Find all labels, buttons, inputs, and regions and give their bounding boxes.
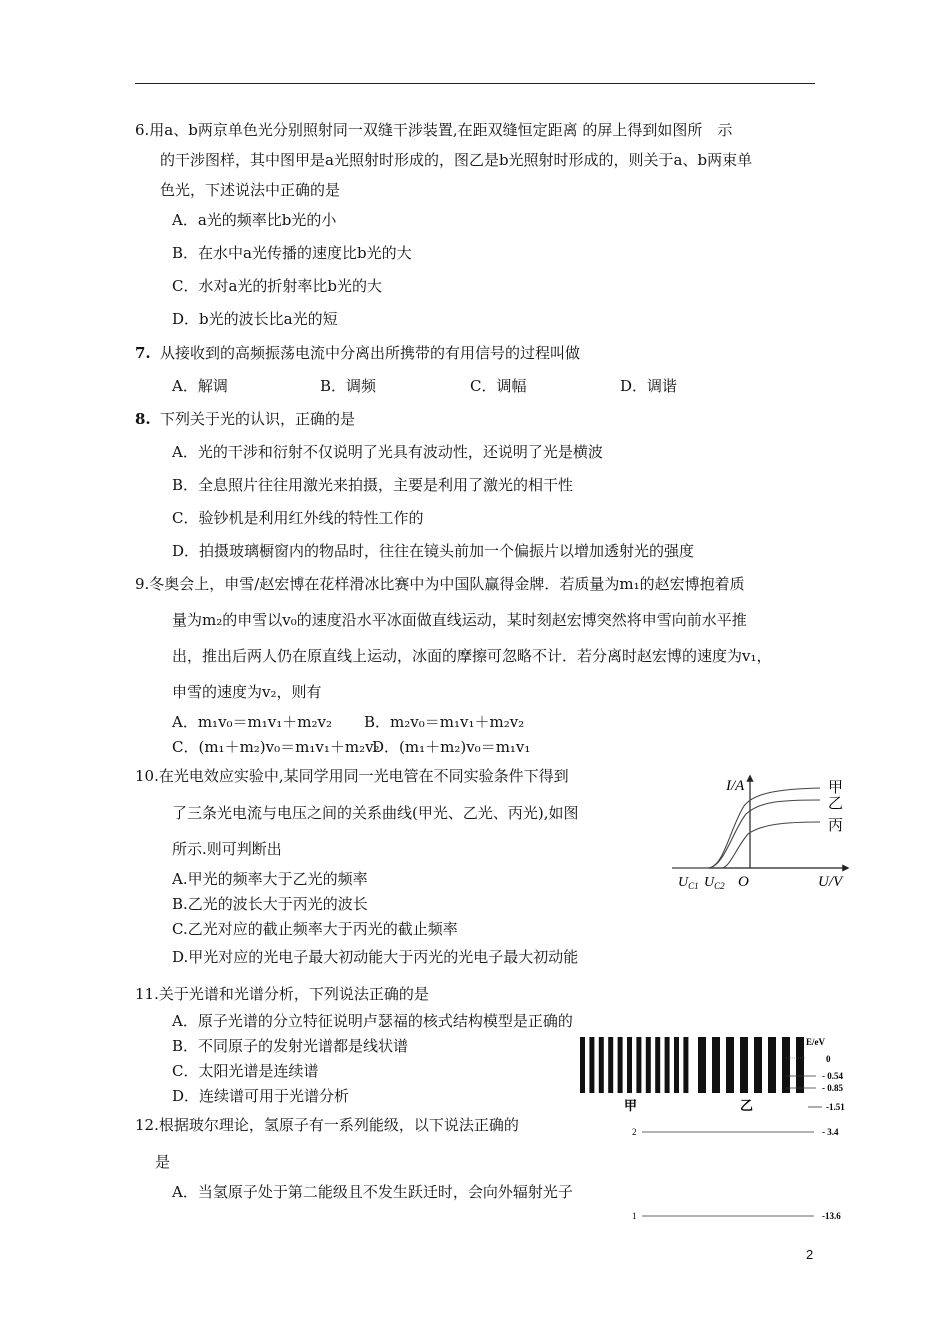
q7-option-d: D．调谐 bbox=[620, 377, 678, 395]
energy-unit: E/eV bbox=[806, 1037, 825, 1047]
q6-line3: 色光，下述说法中正确的是 bbox=[160, 181, 341, 199]
q9-option-c: C．(m₁＋m₂)v₀＝m₁v₁＋m₂v₂ bbox=[172, 738, 380, 756]
q9-option-b: B．m₂v₀＝m₁v₁＋m₂v₂ bbox=[364, 713, 525, 731]
level-n2-label: 2 bbox=[632, 1127, 637, 1137]
y-axis-label: I/A bbox=[726, 778, 745, 794]
fringe-bar bbox=[608, 1037, 613, 1093]
photoelectric-iv-graph bbox=[668, 768, 860, 900]
fringe-bar bbox=[618, 1037, 623, 1093]
q8-option-c: C．验钞机是利用红外线的特性工作的 bbox=[172, 509, 424, 527]
q12-option-a: A．当氢原子处于第二能级且不发生跃迁时，会向外辐射光子 bbox=[172, 1183, 573, 1201]
q11-option-d: D．连续谱可用于光谱分析 bbox=[172, 1087, 350, 1105]
q6-option-d: D．b光的波长比a光的短 bbox=[172, 310, 338, 328]
q8-stem: 下列关于光的认识，正确的是 bbox=[160, 410, 356, 428]
fringe-bar bbox=[589, 1037, 594, 1093]
level-n1-label: 1 bbox=[632, 1211, 637, 1221]
q10-option-d: D.甲光对应的光电子最大初动能大于丙光的光电子最大初动能 bbox=[172, 948, 579, 966]
q7-option-a: A．解调 bbox=[172, 377, 228, 395]
q6-line1: 6.用a、b两京单色光分别照射同一双缝干涉装置,在距双缝恒定距离 的屏上得到如图所 示 bbox=[135, 121, 733, 139]
q11-option-c: C．太阳光谱是连续谱 bbox=[172, 1062, 319, 1080]
q11-option-a: A．原子光谱的分立特征说明卢瑟福的核式结构模型是正确的 bbox=[172, 1012, 573, 1030]
q7-option-b: B．调频 bbox=[320, 377, 377, 395]
q6-option-b: B．在水中a光传播的速度比b光的大 bbox=[172, 244, 412, 262]
uc1-label: $U_{C1}$ bbox=[678, 875, 699, 891]
q10-option-a: A.甲光的频率大于乙光的频率 bbox=[172, 870, 368, 888]
q6-option-a: A．a光的频率比b光的小 bbox=[172, 211, 337, 229]
energy-level-diagram bbox=[628, 1036, 860, 1226]
origin-label: O bbox=[738, 874, 749, 890]
curve-jia-label: 甲 bbox=[828, 780, 844, 796]
q10-line2: 了三条光电流与电压之间的关系曲线(甲光、乙光、丙光),如图 bbox=[172, 804, 579, 822]
header-rule bbox=[135, 83, 815, 84]
q10-line1: 10.在光电效应实验中,某同学用同一光电管在不同实验条件下得到 bbox=[135, 767, 569, 785]
q9-line4: 申雪的速度为v₂，则有 bbox=[172, 683, 322, 701]
q9-line3: 出，推出后两人仍在原直线上运动，冰面的摩擦可忽略不计．若分离时赵宏博的速度为v₁， bbox=[172, 647, 772, 665]
curve-yi bbox=[708, 800, 820, 868]
curve-bing-label: 丙 bbox=[828, 818, 844, 834]
level-34: - 3.4 bbox=[822, 1127, 839, 1137]
level-136: -13.6 bbox=[822, 1211, 841, 1221]
level-085: - 0.85 bbox=[822, 1083, 843, 1093]
q9-option-a: A．m₁v₀＝m₁v₁＋m₂v₂ bbox=[172, 713, 333, 731]
fringe-label-jia: 甲 bbox=[624, 1098, 638, 1113]
q7-stem: 从接收到的高频振荡电流中分离出所携带的有用信号的过程叫做 bbox=[160, 344, 581, 362]
fringe-bar bbox=[580, 1037, 585, 1093]
q7-number: 7. bbox=[135, 344, 151, 362]
q11-stem: 11.关于光谱和光谱分析，下列说法正确的是 bbox=[135, 985, 429, 1003]
q7-option-c: C．调幅 bbox=[470, 377, 527, 395]
curve-yi-label: 乙 bbox=[828, 796, 844, 812]
q10-option-b: B.乙光的波长大于丙光的波长 bbox=[172, 895, 368, 913]
q11-option-b: B．不同原子的发射光谱都是线状谱 bbox=[172, 1037, 409, 1055]
q12-line2: 是 bbox=[155, 1153, 171, 1171]
q8-option-d: D．拍摄玻璃橱窗内的物品时，往往在镜头前加一个偏振片以增加透射光的强度 bbox=[172, 542, 695, 560]
q6-option-c: C．水对a光的折射率比b光的大 bbox=[172, 277, 383, 295]
q12-line1: 12.根据玻尔理论，氢原子有一系列能级，以下说法正确的 bbox=[135, 1116, 519, 1134]
level-054: - 0.54 bbox=[822, 1071, 843, 1081]
x-axis-label: U/V bbox=[818, 874, 843, 890]
level-0: 0 bbox=[826, 1054, 831, 1064]
q9-line1: 9.冬奥会上，申雪/赵宏博在花样滑冰比赛中为中国队赢得金牌．若质量为m₁的赵宏博抱着质 bbox=[135, 575, 745, 593]
q9-option-d: D．(m₁＋m₂)v₀＝m₁v₁ bbox=[372, 738, 531, 756]
q6-line2: 的干涉图样，其中图甲是a光照射时形成的，图乙是b光照射时形成的，则关于a、b两束单 bbox=[160, 151, 753, 169]
q10-line3: 所示.则可判断出 bbox=[172, 840, 282, 858]
fringe-label-yi: 乙 bbox=[740, 1098, 754, 1113]
q10-option-c: C.乙光对应的截止频率大于丙光的截止频率 bbox=[172, 920, 458, 938]
page-number: 2 bbox=[806, 1247, 814, 1262]
q8-number: 8. bbox=[135, 410, 151, 428]
q9-line2: 量为m₂的申雪以v₀的速度沿水平冰面做直线运动，某时刻赵宏博突然将申雪向前水平推 bbox=[172, 611, 747, 629]
q8-option-b: B．全息照片往往用激光来拍摄，主要是利用了激光的相干性 bbox=[172, 476, 574, 494]
level-151: -1.51 bbox=[826, 1102, 845, 1112]
fringe-bar bbox=[599, 1037, 604, 1093]
uc2-label: $U_{C2}$ bbox=[704, 875, 725, 891]
q8-option-a: A．光的干涉和衍射不仅说明了光具有波动性，还说明了光是横波 bbox=[172, 443, 603, 461]
